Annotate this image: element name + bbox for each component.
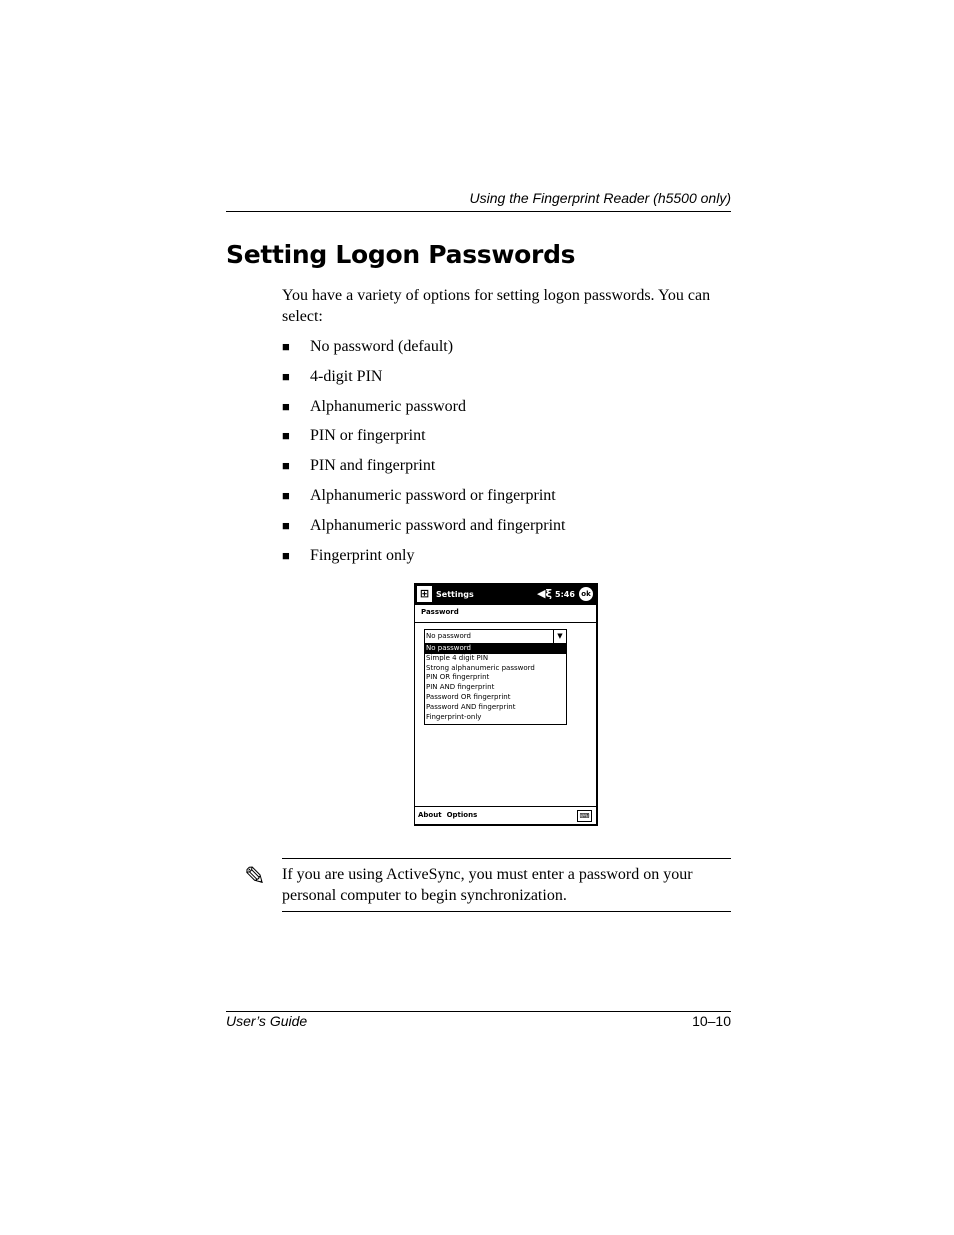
menu-bar — [418, 811, 482, 819]
clock: 5:46 — [555, 590, 575, 599]
device-title-bar — [415, 584, 596, 605]
bullet-icon: ■ — [282, 428, 290, 444]
windows-start-icon[interactable]: ⊞ — [417, 586, 432, 602]
section-title: Setting Logon Passwords — [226, 240, 576, 269]
bullet-icon: ■ — [282, 458, 290, 474]
divider — [415, 622, 596, 623]
list-item-label: Alphanumeric password — [310, 397, 466, 415]
bullet-icon: ■ — [282, 368, 290, 384]
list-item-label: No password (default) — [310, 338, 454, 355]
bullet-icon: ■ — [282, 339, 290, 354]
dropdown-option[interactable]: Password OR fingerprint — [426, 692, 511, 701]
dropdown-option[interactable]: Strong alphanumeric password — [426, 663, 535, 672]
footer-title: User’s Guide — [226, 1013, 308, 1029]
password-options-list — [282, 336, 565, 574]
password-type-dropdown — [424, 643, 567, 725]
menu-bar-divider — [415, 806, 596, 807]
list-item — [282, 455, 565, 485]
page-number: 10–10 — [692, 1013, 731, 1029]
footer-rule — [226, 1011, 731, 1012]
ok-button[interactable]: ok — [579, 587, 593, 601]
menu-options[interactable]: Options — [446, 811, 478, 819]
bullet-icon: ■ — [282, 517, 290, 533]
list-item — [282, 515, 565, 545]
list-item — [282, 545, 565, 575]
page-title: Password — [421, 608, 459, 616]
list-item-label: 4-digit PIN — [310, 367, 383, 385]
bullet-icon: ■ — [282, 487, 290, 503]
dropdown-option[interactable]: Simple 4 digit PIN — [426, 653, 489, 662]
dropdown-option[interactable]: Fingerprint-only — [426, 712, 482, 721]
list-item-label: PIN or fingerprint — [310, 427, 426, 445]
app-title: Settings — [436, 590, 474, 599]
list-item-label: Alphanumeric password and fingerprint — [310, 516, 566, 534]
list-item-label: Fingerprint only — [310, 546, 415, 564]
list-item — [282, 336, 565, 366]
bullet-icon: ■ — [282, 547, 290, 563]
select-value: No password — [426, 632, 471, 640]
menu-about[interactable]: About — [418, 811, 442, 819]
bullet-icon: ■ — [282, 398, 290, 414]
note-bottom-rule — [282, 911, 731, 912]
pencil-icon: ✎ — [244, 862, 266, 891]
intro-paragraph: You have a variety of options for setting logon passwords. You can select: — [282, 287, 711, 325]
keyboard-icon[interactable]: ⌨ — [577, 810, 592, 822]
dropdown-arrow-icon[interactable]: ▼ — [553, 630, 566, 643]
speaker-icon[interactable]: ◀ξ — [537, 587, 552, 600]
note-top-rule — [282, 858, 731, 859]
list-item — [282, 396, 565, 426]
header-rule — [226, 211, 731, 212]
list-item — [282, 485, 565, 515]
list-item — [282, 425, 565, 455]
password-type-select[interactable] — [424, 629, 567, 644]
dropdown-option[interactable]: Password AND fingerprint — [426, 702, 516, 711]
running-header: Using the Fingerprint Reader (h5500 only) — [469, 190, 731, 206]
dropdown-option[interactable]: No password — [425, 644, 566, 654]
list-item-label: Alphanumeric password or fingerprint — [310, 486, 556, 504]
list-item — [282, 366, 565, 396]
dropdown-option[interactable]: PIN OR fingerprint — [426, 673, 490, 682]
device-screenshot — [414, 583, 598, 826]
note-text: If you are using ActiveSync, you must enter a password on your personal computer to begin synchronization. — [282, 866, 693, 904]
dropdown-option[interactable]: PIN AND fingerprint — [426, 683, 495, 692]
list-item-label: PIN and fingerprint — [310, 457, 436, 475]
